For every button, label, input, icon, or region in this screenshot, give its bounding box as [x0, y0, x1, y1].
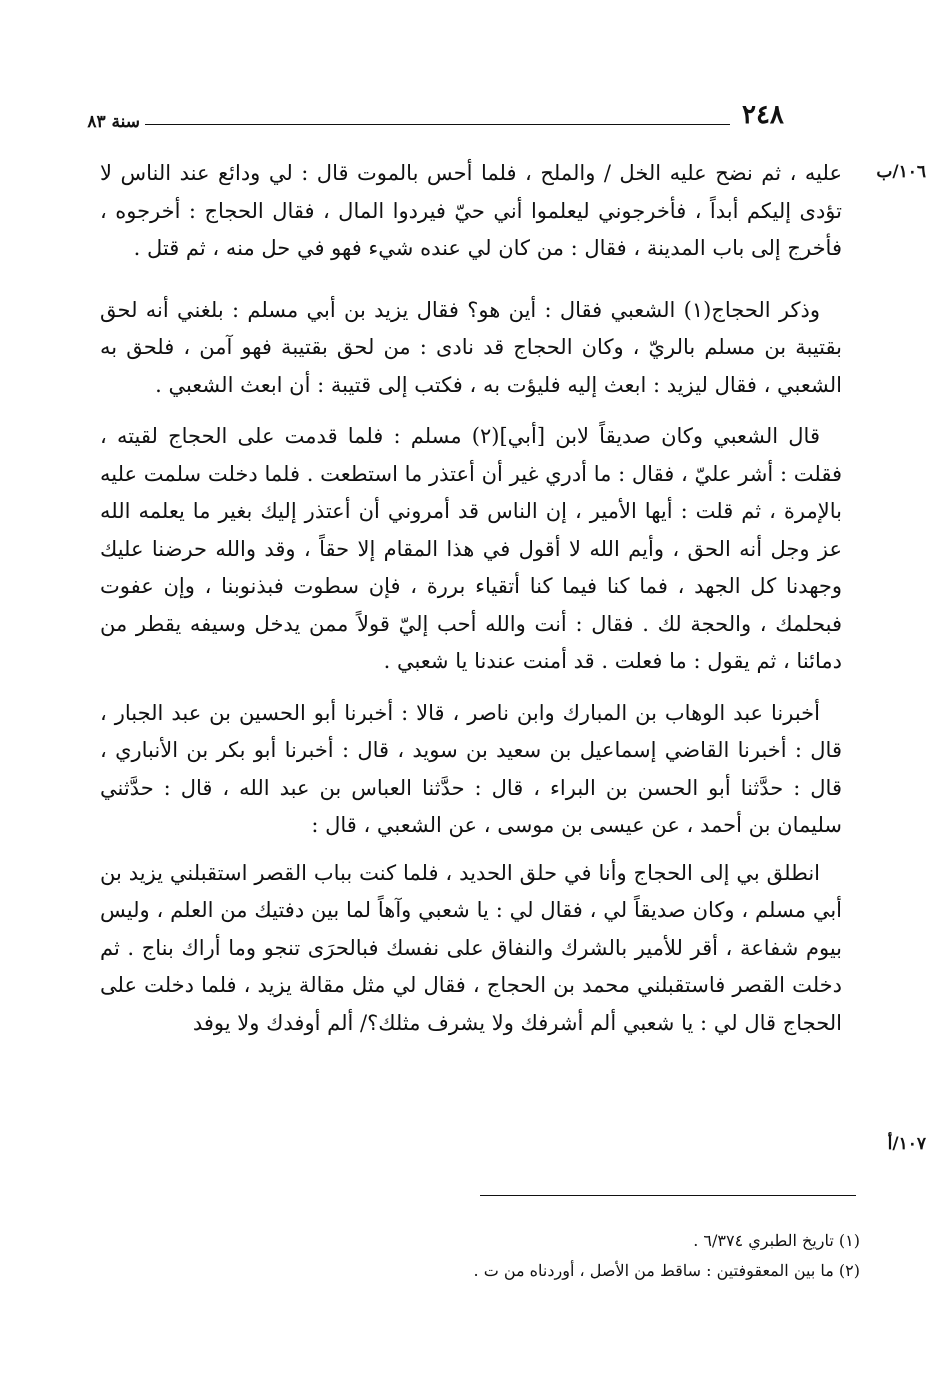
paragraph-4: أخبرنا عبد الوهاب بن المبارك وابن ناصر ، قالا : أخبرنا أبو الحسين بن عبد الجبار ، قال : أخبرنا القاضي إسماعيل بن سعيد بن سويد ، قال : أخبرنا أبو بكر بن الأنباري ، قال : حدَّثنا أبو الحسن بن البراء ، قال : حدَّثنا العباس بن عبد الله ، قال : حدَّثني سليمان بن أحمد ، عن عيسى بن موسى ، عن الشعبي ، قال : — [100, 700, 842, 837]
paragraph-3: قال الشعبي وكان صديقاً لابن [أبي](٢) مسلم : فلما قدمت على الحجاج لقيته ، فقلت : أشر عليّ ، فقال : ما أدري غير أن أعتذر ما استطعت . فلما دخلت سلمت عليه بالإمرة ، ثم قلت : أيها الأمير ، إن الناس قد أمروني أن أعتذر إليك بغير ما يعلمه الله عز وجل أنه الحق ، وأيم الله لا أقول في هذا المقام إلا حقاً ، وقد والله حرضنا عليك وجهدنا كل الجهد ، فما كنا فيما كنا أتقياء بررة ، فإن سطوت فبذنوبنا ، وإن عفوت فبحلمك ، والحجة لك . فقال : أنت والله أحب إليّ قولاً ممن يدخل وسيفه يقطر من دمائنا ، ثم يقول : ما فعلت . قد أمنت عندنا يا شعبي . — [100, 424, 842, 673]
paragraph-5: انطلق بي إلى الحجاج وأنا في حلق الحديد ، فلما كنت بباب القصر استقبلني يزيد بن أبي مسلم ، وكان صديقاً لي ، فقال لي : يا شعبي وآهاً لما بين دفتيك من العلم ، وليس بيوم شفاعة ، أقر للأمير بالشرك والنفاق على نفسك فبالحرَى تنجو وما أراك بناج . ثم دخلت القصر فاستقبلني محمد بن الحجاج ، فقال لي مثل مقالة يزيد ، فلما دخلت على الحجاج قال لي : يا شعبي ألم أشرفك ولا يشرف مثلك؟/ ألم أوفدك ولا يوفد — [100, 860, 842, 1035]
header-year: سنة ٨٣ — [87, 112, 140, 132]
margin-ref-107a: ١٠٧/أ — [887, 1134, 926, 1154]
paragraph-1: عليه ، ثم نضح عليه الخل / والملح ، فلما أحس بالموت قال : لي ودائع عند الناس لا تؤدى إليكم أبداً ، فأخرجوني ليعلموا أني حيّ فيردوا المال ، فقال الحجاج : أخرجوه ، فأخرج إلى باب المدينة ، فقال : من كان لي عنده شيء فهو في حل منه ، ثم قتل . — [100, 161, 842, 260]
footnote-2: (٢) ما بين المعقوفتين : ساقط من الأصل ، أوردناه من ت . — [473, 1261, 860, 1280]
footnote-rule — [480, 1195, 856, 1196]
footnotes — [100, 1226, 860, 1286]
footnote-1: (١) تاريخ الطبري ٦/٣٧٤ . — [693, 1231, 860, 1250]
margin-ref-106b: ١٠٦/ب — [876, 162, 926, 182]
page-number: ٢٤٨ — [742, 100, 784, 130]
main-text — [100, 155, 842, 1042]
header-rule — [145, 124, 730, 125]
paragraph-2: وذكر الحجاج(١) الشعبي فقال : أين هو؟ فقال يزيد بن أبي مسلم : بلغني أنه لحق بقتيبة بن مسلم بالريّ ، وكان الحجاج قد نادى : من لحق بقتيبة فهو آمن ، فلحق به الشعبي ، فقال ليزيد : ابعث إليه فليؤت به ، فكتب إلى قتيبة : أن ابعث الشعبي . — [100, 297, 842, 397]
